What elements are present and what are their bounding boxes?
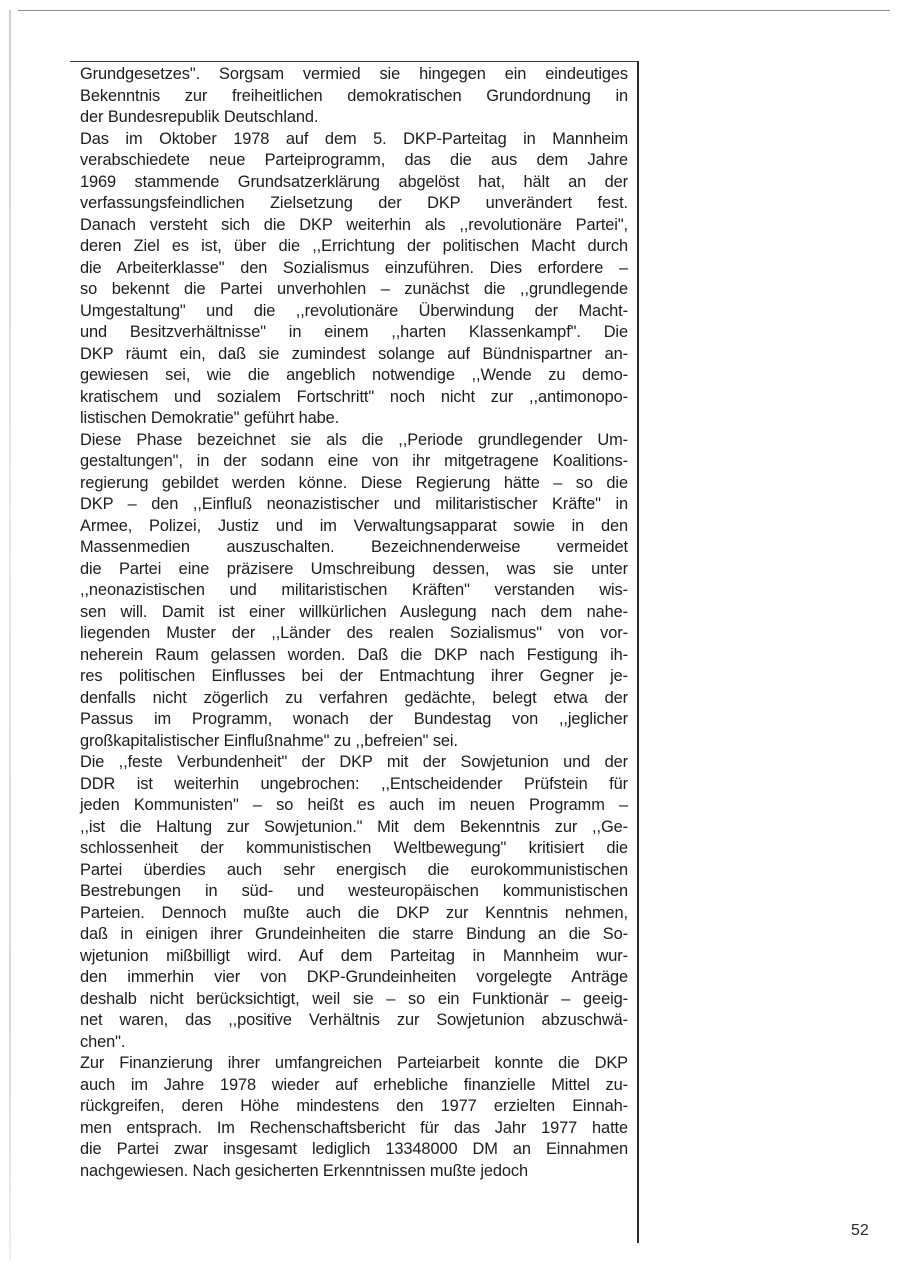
- text-line: Danach versteht sich die DKP weiterhin als ,,revolutionäre Partei",: [80, 215, 628, 234]
- body-text-column: [80, 64, 628, 1182]
- text-line: Armee, Polizei, Justiz und im Verwaltungsapparat sowie in den: [80, 516, 628, 535]
- text-line: denfalls nicht zögerlich zu verfahren gedächte, belegt etwa der: [80, 688, 628, 707]
- text-line: auch im Jahre 1978 wieder auf erhebliche finanzielle Mittel zu-: [80, 1075, 628, 1094]
- text-line: regierung gebildet werden könne. Diese Regierung hätte – so die: [80, 473, 628, 492]
- text-line: Das im Oktober 1978 auf dem 5. DKP-Parteitag in Mannheim: [80, 129, 628, 148]
- text-line: 1969 stammende Grundsatzerklärung abgelöst hat, hält an der: [80, 172, 628, 191]
- scan-top-edge-line: [18, 10, 890, 11]
- text-line: DKP – den ,,Einfluß neonazistischer und militaristischer Kräfte" in: [80, 495, 628, 513]
- text-line: liegenden Muster der ,,Länder des realen Sozialismus" von vor-: [80, 624, 628, 642]
- text-line: DKP räumt ein, daß sie zumindest solange auf Bündnispartner an-: [80, 344, 628, 363]
- text-line: großkapitalistischer Einflußnahme" zu ,,befreien" sei.: [80, 731, 458, 750]
- text-line: der Bundesrepublik Deutschland.: [80, 108, 319, 126]
- text-line: und Besitzverhältnisse" in einem ,,harten Klassenkampf". Die: [80, 323, 628, 341]
- text-line: wjetunion mißbilligt wird. Auf dem Parteitag in Mannheim wur-: [80, 946, 628, 965]
- text-line: verfassungsfeindlichen Zielsetzung der DKP unverändert fest.: [80, 194, 628, 212]
- text-line: nachgewiesen. Nach gesicherten Erkenntnissen mußte jedoch: [80, 1161, 529, 1180]
- column-top-rule: [70, 61, 638, 62]
- text-line: DDR ist weiterhin ungebrochen: ,,Entscheidender Prüfstein für: [80, 774, 628, 793]
- text-line: Passus im Programm, wonach der Bundestag von ,,jeglicher: [80, 710, 628, 728]
- text-line: Grundgesetzes". Sorgsam vermied sie hingegen ein eindeutiges: [80, 65, 628, 83]
- text-line: res politischen Einflusses bei der Entmachtung ihrer Gegner je-: [80, 667, 628, 685]
- text-line: ,,ist die Haltung zur Sowjetunion." Mit dem Bekenntnis zur ,,Ge-: [80, 817, 628, 836]
- text-line: neherein Raum gelassen worden. Daß die DKP nach Festigung ih-: [80, 645, 628, 664]
- page-number: 52: [851, 1222, 869, 1239]
- text-line: kratischem und sozialem Fortschritt" noch nicht zur ,,antimonopo-: [80, 387, 628, 406]
- text-line: ,,neonazistischen und militaristischen Kräften" verstanden wis-: [80, 581, 628, 599]
- text-line: men entsprach. Im Rechenschaftsbericht für das Jahr 1977 hatte: [80, 1118, 628, 1137]
- text-line: sen will. Damit ist einer willkürlichen Auslegung nach dem nahe-: [80, 602, 628, 621]
- text-line: schlossenheit der kommunistischen Weltbewegung" kritisiert die: [80, 839, 628, 857]
- text-line: Die ,,feste Verbundenheit" der DKP mit der Sowjetunion und der: [80, 753, 628, 771]
- text-line: listischen Demokratie" geführt habe.: [80, 409, 340, 427]
- text-line: Bekenntnis zur freiheitlichen demokratischen Grundordnung in: [80, 86, 628, 105]
- text-line: den immerhin vier von DKP-Grundeinheiten vorgelegte Anträge: [80, 968, 628, 986]
- text-line: deshalb nicht berücksichtigt, weil sie – so ein Funktionär – geeig-: [80, 989, 628, 1008]
- text-line: Bestrebungen in süd- und westeuropäischen kommunistischen: [80, 882, 628, 900]
- text-line: Parteien. Dennoch mußte auch die DKP zur Kenntnis nehmen,: [80, 903, 628, 922]
- text-line: die Arbeiterklasse" den Sozialismus einzuführen. Dies erfordere –: [80, 258, 628, 277]
- text-line: Diese Phase bezeichnet sie als die ,,Periode grundlegender Um-: [80, 430, 628, 449]
- text-line: jeden Kommunisten" – so heißt es auch im neuen Programm –: [80, 796, 628, 814]
- text-line: Zur Finanzierung ihrer umfangreichen Parteiarbeit konnte die DKP: [80, 1054, 628, 1072]
- text-line: gestaltungen", in der sodann eine von ihr mitgetragene Koalitions-: [80, 452, 628, 470]
- column-right-rule: [637, 61, 639, 1243]
- text-line: gewiesen sei, wie die angeblich notwendige ,,Wende zu demo-: [80, 366, 628, 384]
- text-line: net waren, das ,,positive Verhältnis zur Sowjetunion abzuschwä-: [80, 1011, 628, 1029]
- text-line: Umgestaltung" und die ,,revolutionäre Überwindung der Macht-: [80, 301, 628, 320]
- text-line: deren Ziel es ist, über die ,,Errichtung der politischen Macht durch: [80, 237, 628, 255]
- text-line: chen".: [80, 1032, 126, 1051]
- text-line: die Partei eine präzisere Umschreibung dessen, was sie unter: [80, 559, 628, 578]
- text-line: rückgreifen, deren Höhe mindestens den 1977 erzielten Einnah-: [80, 1097, 628, 1115]
- scan-left-edge-shadow: [9, 10, 11, 1260]
- text-line: die Partei zwar insgesamt lediglich 13348000 DM an Einnahmen: [80, 1140, 628, 1158]
- text-line: Massenmedien auszuschalten. Bezeichnenderweise vermeidet: [80, 538, 628, 556]
- text-line: so bekennt die Partei unverhohlen – zunächst die ,,grundlegende: [80, 280, 628, 298]
- text-line: verabschiedete neue Parteiprogramm, das die aus dem Jahre: [80, 151, 628, 169]
- text-line: Partei überdies auch sehr energisch die eurokommunistischen: [80, 860, 628, 879]
- text-line: daß in einigen ihrer Grundeinheiten die starre Bindung an die So-: [80, 925, 628, 943]
